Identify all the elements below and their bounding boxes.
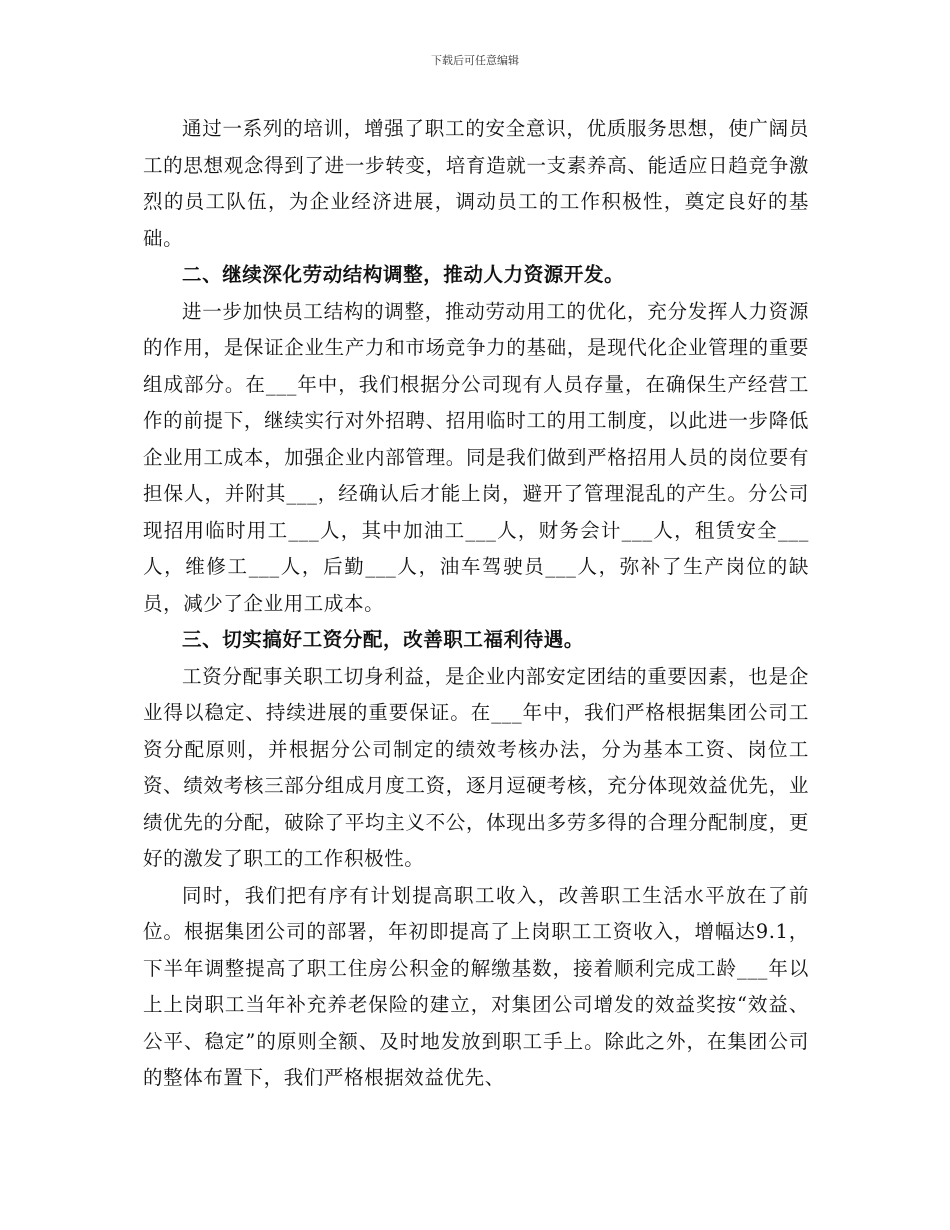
paragraph-wage-distribution: 工资分配事关职工切身利益，是企业内部安定团结的重要因素，也是企业得以稳定、持续进展的重要保证。在___年中，我们严格根据集团公司工资分配原则，并根据分公司制定的绩效考核办法，分为基本工资、岗位工资、绩效考核三部分组成月度工资，逐月逗硬考核，充分体现效益优先，业绩优先的分配，破除了平均主义不公，体现出多劳多得的合理分配制度，更好的激发了职工的工作积极性。 bbox=[143, 664, 809, 870]
paragraph-labor-structure: 进一步加快员工结构的调整，推动劳动用工的优化，充分发挥人力资源的作用，是保证企业生产力和市场竞争力的基础，是现代化企业管理的重要组成部分。在___年中，我们根据分公司现有人员存量，在确保生产经营工作的前提下，继续实行对外招聘、招用临时工的用工制度，以此进一步降低企业用工成本，加强企业内部管理。同是我们做到严格招用人员的岗位要有担保人，并附其___，经确认后才能上岗，避开了管理混乱的产生。分公司现招用临时用工___人，其中加油工___人，财务会计___人，租赁安全___人，维修工___人，后勤___人，油车驾驶员___人，弥补了生产岗位的缺员，减少了企业用工成本。 bbox=[143, 299, 809, 615]
document-body bbox=[143, 111, 809, 1097]
page-header: 下载后可任意编辑 bbox=[431, 54, 519, 67]
section-heading-3: 三、切实搞好工资分配，改善职工福利待遇。 bbox=[182, 628, 585, 651]
paragraph-training: 通过一系列的培训，增强了职工的安全意识，优质服务思想，使广阔员工的思想观念得到了进一步转变，培育造就一支素养高、能适应日趋竞争激烈的员工队伍，为企业经济进展，调动员工的工作积极性，奠定良好的基础。 bbox=[143, 117, 809, 250]
section-heading-2: 二、继续深化劳动结构调整，推动人力资源开发。 bbox=[182, 263, 625, 286]
paragraph-income-improvement: 同时，我们把有序有计划提高职工收入，改善职工生活水平放在了前位。根据集团公司的部署，年初即提高了上岗职工工资收入，增幅达9.1，下半年调整提高了职工住房公积金的解缴基数，接着顺利完成工龄___年以上上岗职工当年补充养老保险的建立，对集团公司增发的效益奖按“效益、公平、稳定”的原则全额、及时地发放到职工手上。除此之外，在集团公司的整体布置下，我们严格根据效益优先、 bbox=[143, 883, 809, 1089]
